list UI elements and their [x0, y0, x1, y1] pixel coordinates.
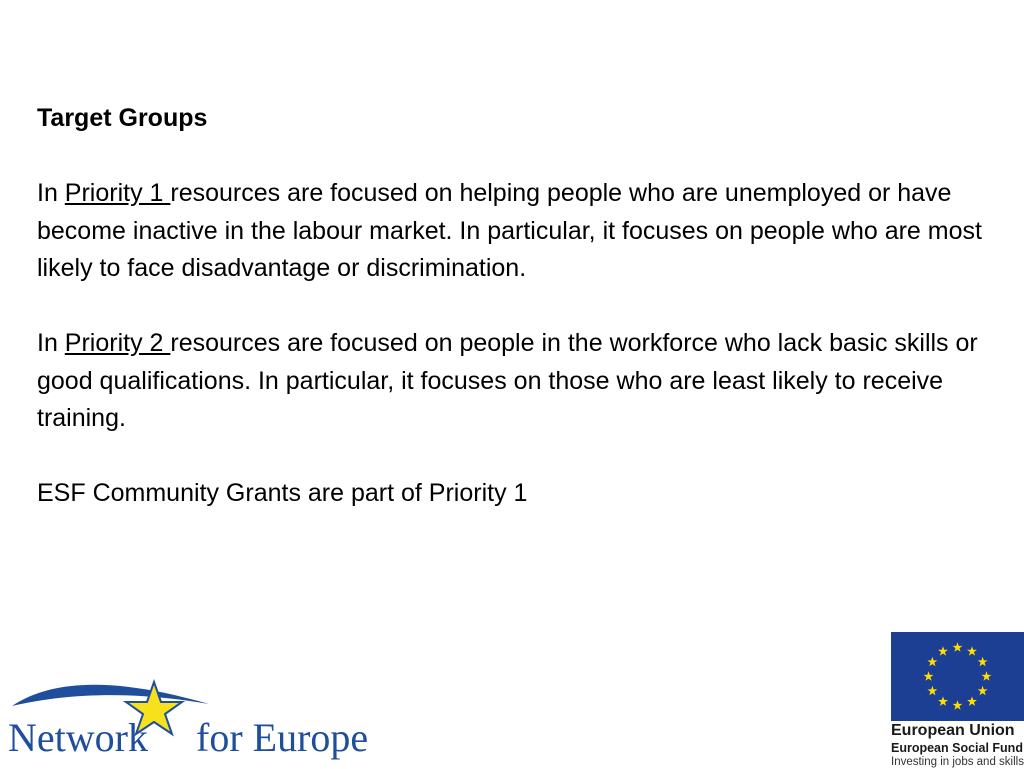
- eu-star-icon: [924, 671, 934, 680]
- eu-star-icon: [978, 686, 988, 695]
- spacer: [37, 138, 997, 176]
- eu-star-icon: [938, 696, 948, 705]
- eu-star-icon: [927, 686, 937, 695]
- logo-word-for-europe: for Europe: [196, 715, 369, 760]
- paragraph-text: resources are focused on helping people who are unemployed or have become inactive in the labour market. In particular, it focuses on people who are most likely to face disadvantage or discrimination.: [37, 179, 982, 282]
- network-for-europe-logo: [4, 676, 369, 764]
- eu-star-icon: [953, 700, 963, 709]
- eu-star-icon: [978, 657, 988, 666]
- eu-star-icon: [953, 642, 963, 651]
- priority-1-paragraph: [37, 175, 997, 288]
- paragraph-lead: In: [37, 329, 65, 357]
- priority-2-link[interactable]: Priority 2: [64, 329, 171, 357]
- priority-2-paragraph: [37, 325, 997, 438]
- esf-label: European Social Fund: [891, 741, 1023, 755]
- eu-star-icon: [967, 646, 977, 655]
- community-grants-paragraph: ESF Community Grants are part of Priority 1: [37, 479, 528, 507]
- spacer: [37, 438, 997, 476]
- logo-word-network: Network: [8, 715, 148, 760]
- slide-title: Target Groups: [37, 104, 208, 132]
- paragraph-text: resources are focused on people in the workforce who lack basic skills or good qualifications. In particular, it focuses on those who are least likely to receive training.: [37, 329, 978, 432]
- eu-star-icon: [982, 671, 992, 680]
- eu-union-label: European Union: [891, 722, 1015, 739]
- eu-stars-icon: [891, 632, 1024, 721]
- paragraph-lead: In: [37, 179, 65, 207]
- eu-esf-logo: [891, 632, 1024, 768]
- priority-1-link[interactable]: Priority 1: [64, 179, 171, 207]
- slide-body: [37, 100, 997, 513]
- eu-flag-icon: [891, 632, 1024, 721]
- spacer: [37, 288, 997, 326]
- esf-tagline: Investing in jobs and skills: [891, 756, 1024, 768]
- eu-star-icon: [967, 696, 977, 705]
- eu-star-icon: [927, 657, 937, 666]
- eu-star-icon: [938, 646, 948, 655]
